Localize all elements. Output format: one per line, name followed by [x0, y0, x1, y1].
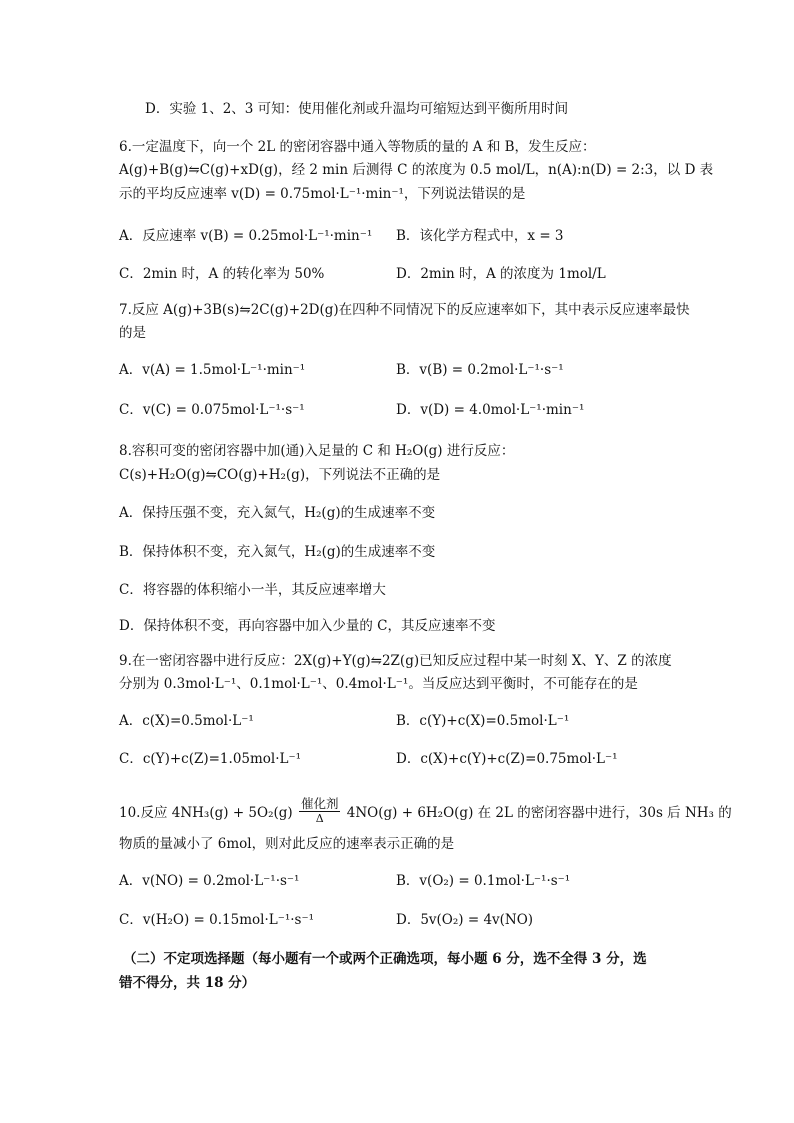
q10-option-b: B．v(O₂) = 0.1mol·L⁻¹·s⁻¹ — [396, 873, 571, 889]
q8-option-b: B．保持体积不变，充入氮气，H₂(g)的生成速率不变 — [119, 544, 436, 560]
q8-option-c: C．将容器的体积缩小一半，其反应速率增大 — [119, 582, 386, 598]
q10-stem-line-1 — [119, 796, 732, 828]
q10-option-c: C．v(H₂O) = 0.15mol·L⁻¹·s⁻¹ — [119, 912, 314, 928]
q7-option-d: D．v(D) = 4.0mol·L⁻¹·min⁻¹ — [396, 402, 585, 418]
q9-option-c: C．c(Y)+c(Z)=1.05mol·L⁻¹ — [119, 751, 302, 767]
section-2-heading-line-1: （二）不定项选择题（每小题有一个或两个正确选项，每小题 6 分，选不全得 3 分，选 — [123, 951, 647, 967]
q10-option-d: D．5v(O₂) = 4v(NO) — [396, 912, 534, 928]
catalyst-label: 催化剂 — [300, 796, 339, 811]
q9-option-d: D．c(X)+c(Y)+c(Z)=0.75mol·L⁻¹ — [396, 751, 618, 767]
q10-products: 4NO(g) + 6H₂O(g) 在 2L 的密闭容器中进行，30s 后 NH₃ 的 — [346, 805, 732, 821]
q7-option-c: C．v(C) = 0.075mol·L⁻¹·s⁻¹ — [119, 402, 305, 418]
q8-stem-line-1: 8.容积可变的密闭容器中加(通)入足量的 C 和 H₂O(g) 进行反应： — [119, 443, 515, 459]
q8-option-d: D．保持体积不变，再向容器中加入少量的 C，其反应速率不变 — [119, 618, 496, 634]
q8-stem-line-2: C(s)+H₂O(g)⇋CO(g)+H₂(g)，下列说法不正确的是 — [119, 467, 441, 483]
q6-stem-line-1: 6.一定温度下，向一个 2L 的密闭容器中通入等物质的量的 A 和 B，发生反应： — [119, 139, 596, 155]
q6-option-d: D．2min 时，A 的浓度为 1mol/L — [396, 266, 606, 282]
q10-reactants: 10.反应 4NH₃(g) + 5O₂(g) — [119, 805, 293, 821]
reaction-condition-arrow — [299, 797, 341, 826]
q7-stem-line-1: 7.反应 A(g)+3B(s)⇋2C(g)+2D(g)在四种不同情况下的反应速率如下，其中表示反应速率最快 — [119, 302, 690, 318]
q9-stem-line-1: 9.在一密闭容器中进行反应：2X(g)+Y(g)⇋2Z(g)已知反应过程中某一时刻 X、Y、Z 的浓度 — [119, 653, 672, 669]
q8-option-a: A．保持压强不变，充入氮气，H₂(g)的生成速率不变 — [119, 505, 436, 521]
q7-option-b: B．v(B) = 0.2mol·L⁻¹·s⁻¹ — [396, 362, 564, 378]
q7-stem-line-2: 的是 — [119, 325, 146, 341]
q5-option-d: D．实验 1、2、3 可知：使用催化剂或升温均可缩短达到平衡所用时间 — [145, 101, 569, 117]
q7-option-a: A．v(A) = 1.5mol·L⁻¹·min⁻¹ — [119, 362, 306, 378]
q6-option-a: A．反应速率 v(B) = 0.25mol·L⁻¹·min⁻¹ — [119, 228, 373, 244]
q10-option-a: A．v(NO) = 0.2mol·L⁻¹·s⁻¹ — [119, 873, 300, 889]
q6-option-c: C．2min 时，A 的转化率为 50% — [119, 266, 325, 282]
q9-option-b: B．c(Y)+c(X)=0.5mol·L⁻¹ — [396, 713, 570, 729]
q6-stem-line-3: 示的平均反应速率 v(D) = 0.75mol·L⁻¹·min⁻¹，下列说法错误的是 — [119, 186, 526, 202]
q10-stem-line-2: 物质的量减小了 6mol，则对此反应的速率表示正确的是 — [119, 836, 455, 852]
q9-stem-line-2: 分别为 0.3mol·L⁻¹、0.1mol·L⁻¹、0.4mol·L⁻¹。当反应达到平衡时，不可能存在的是 — [119, 676, 638, 692]
section-2-heading-line-2: 错不得分，共 18 分） — [119, 975, 256, 991]
q6-stem-line-2: A(g)+B(g)⇋C(g)+xD(g)，经 2 min 后测得 C 的浓度为 0.5 mol/L，n(A):n(D) = 2:3，以 D 表 — [119, 162, 714, 178]
q6-option-b: B．该化学方程式中，x = 3 — [396, 228, 564, 244]
heat-symbol: Δ — [315, 812, 324, 825]
q9-option-a: A．c(X)=0.5mol·L⁻¹ — [119, 713, 254, 729]
